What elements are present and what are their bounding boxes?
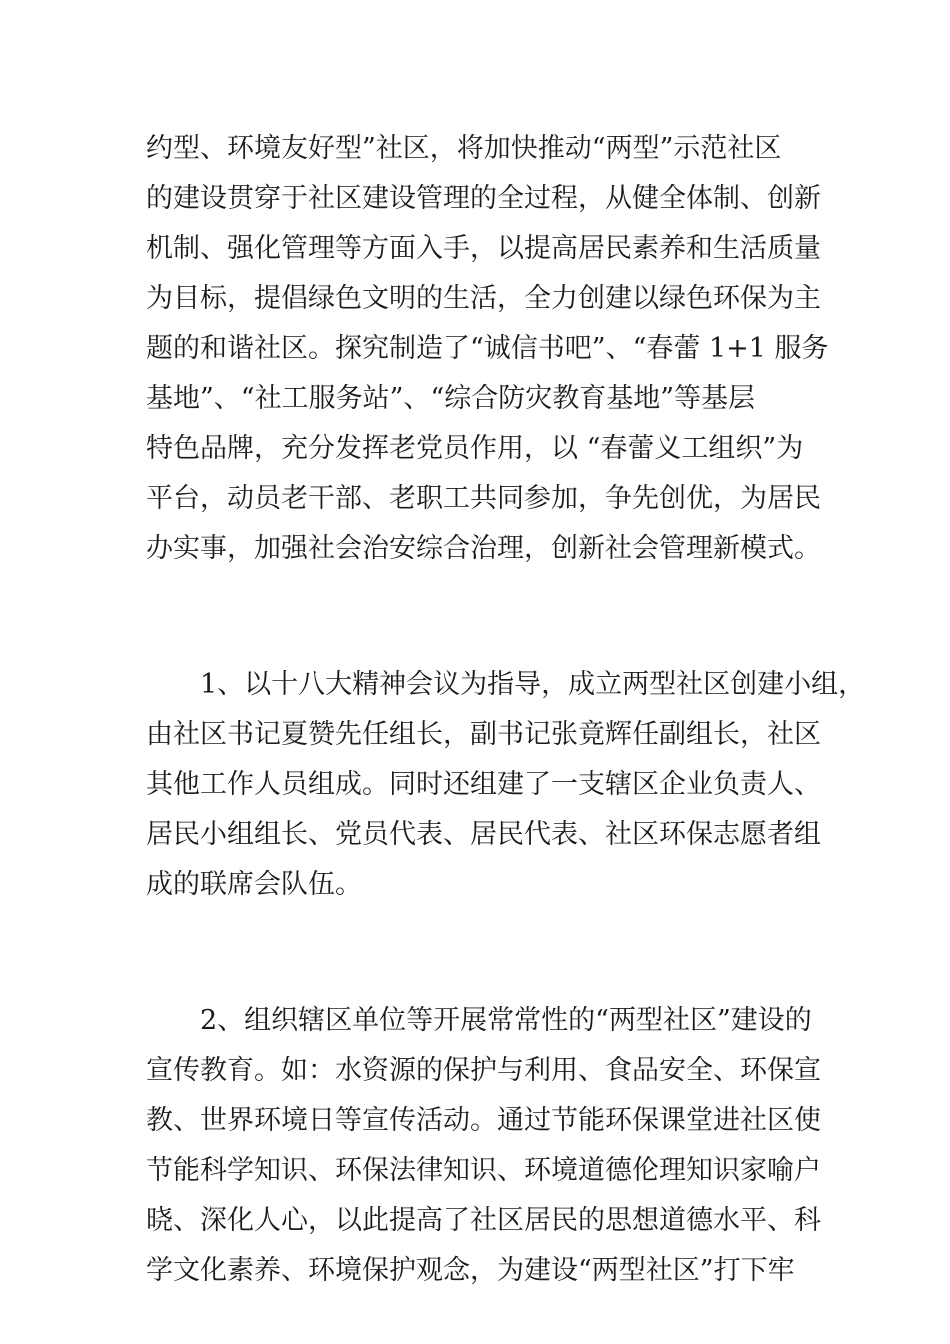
text-line: 2、组织辖区单位等开展常常性的“两型社区”建设的 [146, 1005, 812, 1036]
text-line: 的建设贯穿于社区建设管理的全过程，从健全体制、创新 [146, 183, 821, 214]
text-line: 为目标，提倡绿色文明的生活，全力创建以绿色环保为主 [146, 283, 821, 314]
text-line: 机制、强化管理等方面入手，以提高居民素养和生活质量 [146, 233, 821, 264]
text-line: 约型、环境友好型”社区，将加快推动“两型”示范社区 [146, 133, 782, 164]
paragraph-3 [146, 996, 821, 1296]
text-line: 宣传教育。如：水资源的保护与利用、食品安全、环保宣 [146, 1055, 821, 1086]
text-line: 平台，动员老干部、老职工共同参加，争先创优，为居民 [146, 483, 821, 514]
text-line: 特色品牌，充分发挥老党员作用，以 “春蕾义工组织”为 [146, 433, 804, 464]
text-line: 晓、深化人心，以此提高了社区居民的思想道德水平、科 [146, 1205, 821, 1236]
text-line: 学文化素养、环境保护观念，为建设“两型社区”打下牢 [146, 1255, 795, 1286]
text-line: 1、以十八大精神会议为指导，成立两型社区创建小组， [146, 669, 866, 700]
text-line: 居民小组组长、党员代表、居民代表、社区环保志愿者组 [146, 819, 821, 850]
text-line: 节能科学知识、环保法律知识、环境道德伦理知识家喻户 [146, 1155, 821, 1186]
text-line: 教、世界环境日等宣传活动。通过节能环保课堂进社区使 [146, 1105, 821, 1136]
paragraph-spacer [146, 574, 814, 660]
text-line: 题的和谐社区。探究制造了“诚信书吧”、“春蕾 1+1 服务 [146, 333, 829, 364]
text-line: 其他工作人员组成。同时还组建了一支辖区企业负责人、 [146, 769, 821, 800]
paragraph-spacer [146, 910, 814, 996]
text-line: 由社区书记夏赞先任组长，副书记张竟辉任副组长，社区 [146, 719, 821, 750]
paragraph-1 [146, 124, 829, 574]
document-page [146, 124, 866, 1296]
text-line: 办实事，加强社会治安综合治理，创新社会管理新模式。 [146, 533, 821, 564]
text-line: 基地”、“社工服务站”、“综合防灾教育基地”等基层 [146, 383, 756, 414]
text-line: 成的联席会队伍。 [146, 869, 362, 900]
paragraph-2 [146, 660, 866, 910]
